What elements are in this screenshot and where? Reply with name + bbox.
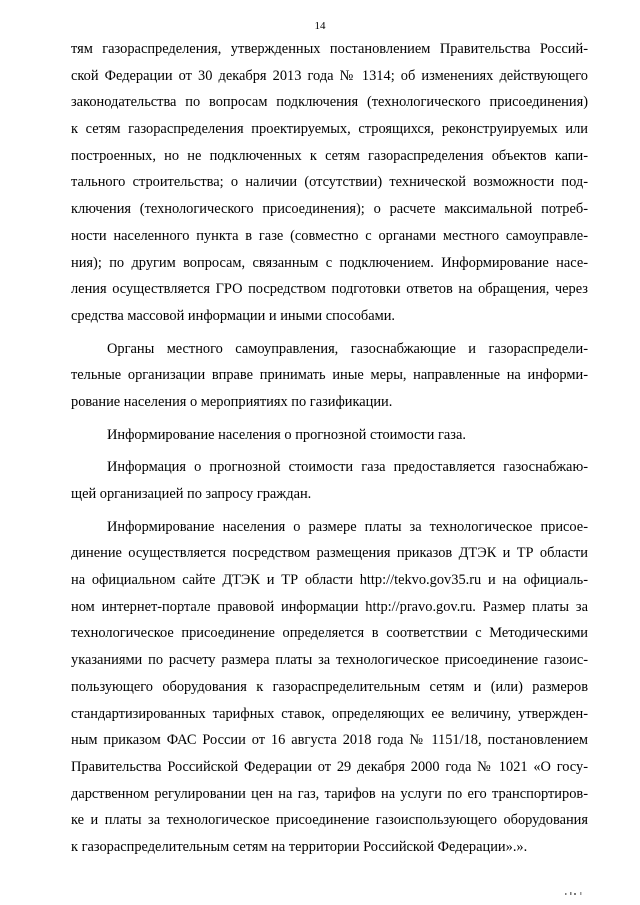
text-line: тального строительства; о наличии (отсутствии) технической возможности под- <box>71 174 588 191</box>
text-line: законодательства по вопросам подключения (технологического присоединения) <box>71 94 588 111</box>
text-line: средства массовой информации и иными способами. <box>71 307 396 324</box>
text-line: к сетям газораспределения проектируемых, строящихся, реконструируемых или <box>71 121 588 138</box>
document-body <box>71 36 588 861</box>
scan-marks-icon <box>565 891 585 897</box>
text-line: к газораспределительным сетям на территории Российской Федерации».». <box>71 838 528 855</box>
paragraph <box>71 454 588 507</box>
text-line: тям газораспределения, утвержденных постановлением Правительства Россий- <box>71 41 588 57</box>
text-line: Информирование населения о прогнозной стоимости газа. <box>107 426 466 443</box>
text-line: Информирование населения о размере платы за технологическое присое- <box>107 518 588 535</box>
text-line: Информация о прогнозной стоимости газа предоставляется газоснабжаю- <box>107 459 588 476</box>
page-number: 14 <box>314 20 326 32</box>
text-line: пользующего оборудования к газораспределительным сетям и (или) размеров <box>71 678 588 695</box>
text-line: Правительства Российской Федерации от 29 декабря 2000 года № 1021 «О госу- <box>71 758 588 775</box>
text-line: динение осуществляется посредством размещения приказов ДТЭК и ТР области <box>71 545 588 562</box>
text-line: указаниями по расчету размера платы за технологическое присоединение газоис- <box>71 652 588 669</box>
text-line: ном интернет-портале правовой информации http://pravo.gov.ru. Размер платы за <box>71 598 588 615</box>
text-line: рование населения о мероприятиях по газификации. <box>71 393 393 410</box>
text-line: построенных, но не подключенных к сетям газораспределения объектов капи- <box>71 147 588 164</box>
text-line: ской Федерации от 30 декабря 2013 года № 1314; об изменениях действующего <box>71 67 588 84</box>
text-line: на официальном сайте ДТЭК и ТР области http://tekvo.gov35.ru и на официаль- <box>71 572 588 589</box>
scan-artifact <box>565 891 585 899</box>
text-line: стандартизированных тарифных ставок, определяющих ее величину, утвержден- <box>71 705 588 722</box>
text-line: ключения (технологического присоединения); о расчете максимальной потреб- <box>71 201 588 218</box>
text-line: ния); по другим вопросам, связанным с подключением. Информирование насе- <box>71 254 588 271</box>
text-line: ке и платы за технологическое присоединение газоиспользующего оборудования <box>71 812 588 829</box>
text-line: дарственном регулировании цен на газ, тарифов на услуги по его транспортиров- <box>71 785 588 802</box>
paragraph <box>71 514 588 861</box>
paragraph <box>71 422 588 449</box>
text-line: тельные организации вправе принимать иные меры, направленные на информи- <box>71 367 588 384</box>
text-line: технологическое присоединение определяется в соответствии с Методическими <box>71 625 588 642</box>
text-line: щей организацией по запросу граждан. <box>71 486 312 502</box>
text-line: ления осуществляется ГРО посредством подготовки ответов на обращения, через <box>71 281 588 298</box>
paragraph <box>71 36 588 330</box>
text-line: ным приказом ФАС России от 16 августа 2018 года № 1151/18, постановлением <box>71 732 588 749</box>
text-line: ности населенного пункта в газе (совместно с органами местного самоуправле- <box>71 227 588 244</box>
text-line: Органы местного самоуправления, газоснабжающие и газораспредели- <box>107 340 588 357</box>
paragraph <box>71 336 588 416</box>
